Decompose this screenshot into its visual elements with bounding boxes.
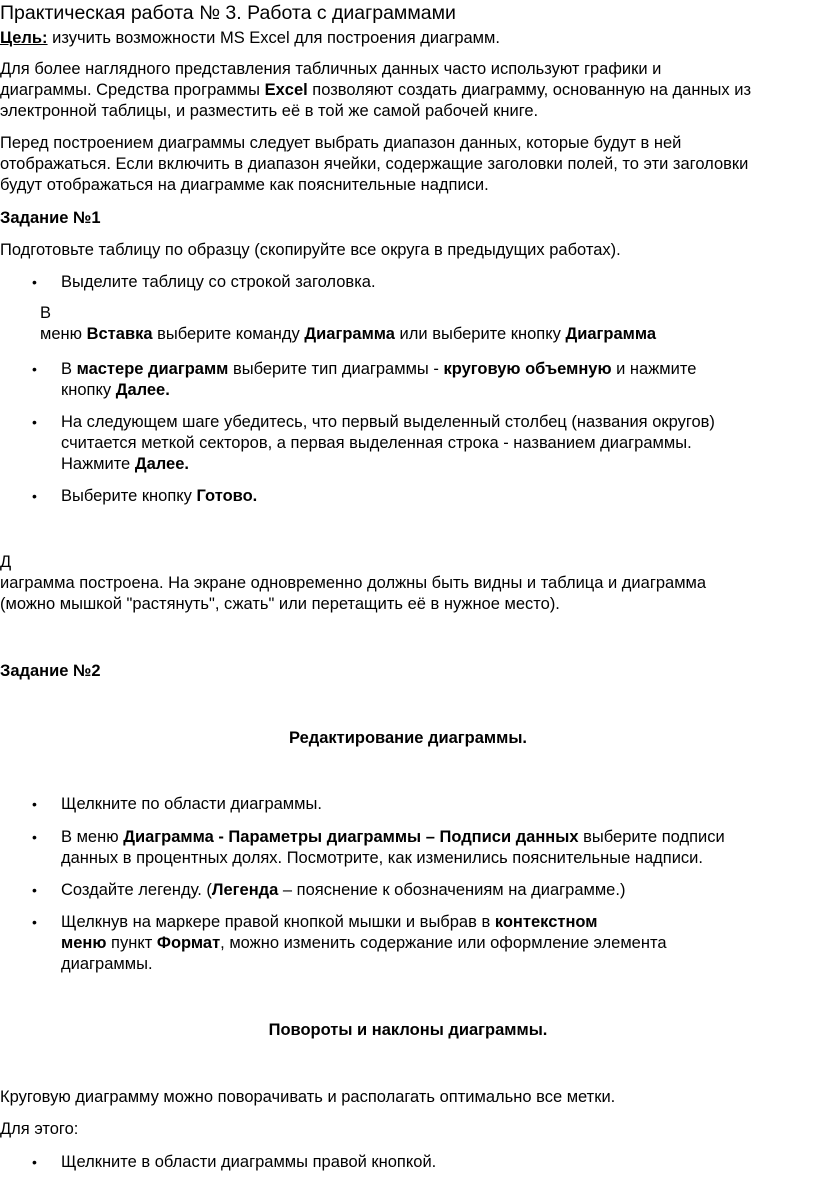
goal-line: [0, 28, 500, 49]
task1-intro: Подготовьте таблицу по образцу (скопируйте все округа в предыдущих работах).: [0, 241, 621, 259]
menu-text-a: меню: [40, 325, 87, 343]
p2-line1: Перед построением диаграммы следует выбрать диапазон данных, которые будут в ней: [0, 134, 682, 152]
menu-chart-term: Диаграмма: [304, 325, 395, 343]
menu-chart-button-term: Диаграмма: [565, 325, 657, 343]
bullet-dot: •: [32, 488, 37, 504]
bullet-dot: •: [32, 829, 37, 845]
rotation-subheading: Повороты и наклоны диаграммы.: [268, 1021, 548, 1039]
page-title: Практическая работа № 3. Работа с диаграммами: [0, 2, 456, 24]
bullet-text: Щелкните по области диаграммы.: [61, 795, 322, 813]
menu-text-c: выберите команду: [152, 325, 305, 343]
bullet-text: На следующем шаге убедитесь, что первый выделенный столбец (названия округов) считается меткой секторов, а первая выделенная строка - названием диаграммы. Нажмите Далее.: [61, 413, 715, 473]
bullet-text: Выберите кнопку Готово.: [61, 487, 258, 505]
menu-v-letter: В: [40, 304, 52, 322]
menu-instruction: [40, 324, 656, 345]
bullet-text: В меню Диаграмма - Параметры диаграммы – Подписи данных выберите подписи данных в процентных долях. Посмотрите, как изменились пояснительные надписи.: [61, 828, 725, 867]
task1-heading: Задание №1: [0, 209, 101, 227]
bullet-dot: •: [32, 414, 37, 430]
bullet-text: В мастере диаграмм выберите тип диаграммы - круговую объемную и нажмите кнопку Далее.: [61, 360, 697, 399]
bullet-dot: •: [32, 274, 37, 290]
p1-line1: Для более наглядного представления табличных данных часто используют графики и: [0, 60, 662, 78]
menu-insert-term: Вставка: [86, 325, 153, 343]
bullet-text: Выделите таблицу со строкой заголовка.: [61, 273, 376, 291]
d-line1: иаграмма построена. На экране одновременно должны быть видны и таблица и диаграмма: [0, 574, 707, 592]
bullet-text: Щелкните в области диаграммы правой кнопкой.: [61, 1153, 437, 1171]
goal-text: изучить возможности MS Excel для построения диаграмм.: [47, 29, 500, 47]
bullet-text: Щелкнув на маркере правой кнопкой мышки и выбрав в контекстном меню пункт Формат, можно изменить содержание или оформление элемента диаграммы.: [61, 913, 667, 973]
bullet-dot: •: [32, 1154, 37, 1170]
bullet-text: Создайте легенду. (Легенда – пояснение к обозначениям на диаграмме.): [61, 881, 626, 899]
p1-line2: [0, 80, 751, 101]
p1-line3: электронной таблицы, и разместить её в той же самой рабочей книге.: [0, 102, 539, 120]
goal-label: Цель:: [0, 29, 48, 47]
p2-line3: будут отображаться на диаграмме как пояснительные надписи.: [0, 176, 489, 194]
excel-term: Excel: [264, 81, 308, 99]
bullet-dot: •: [32, 796, 37, 812]
menu-text-e: или выберите кнопку: [394, 325, 566, 343]
task2-heading: Задание №2: [0, 662, 101, 680]
for-this-line: Для этого:: [0, 1120, 79, 1138]
bullet-dot: •: [32, 914, 37, 930]
p1-line2-rest: позволяют создать диаграмму, основанную на данных из: [307, 81, 752, 99]
d-line2: (можно мышкой "растянуть", сжать" или перетащить её в нужное место).: [0, 595, 560, 613]
p2-line2: отображаться. Если включить в диапазон ячейки, содержащие заголовки полей, то эти заголовки: [0, 155, 749, 173]
bullet-dot: •: [32, 361, 37, 377]
rotation-paragraph: Круговую диаграмму можно поворачивать и располагать оптимально все метки.: [0, 1088, 616, 1106]
bullet-dot: •: [32, 882, 37, 898]
p1-line2-text: диаграммы. Средства программы: [0, 81, 265, 99]
editing-subheading: Редактирование диаграммы.: [288, 729, 528, 747]
d-letter: Д: [0, 553, 12, 571]
